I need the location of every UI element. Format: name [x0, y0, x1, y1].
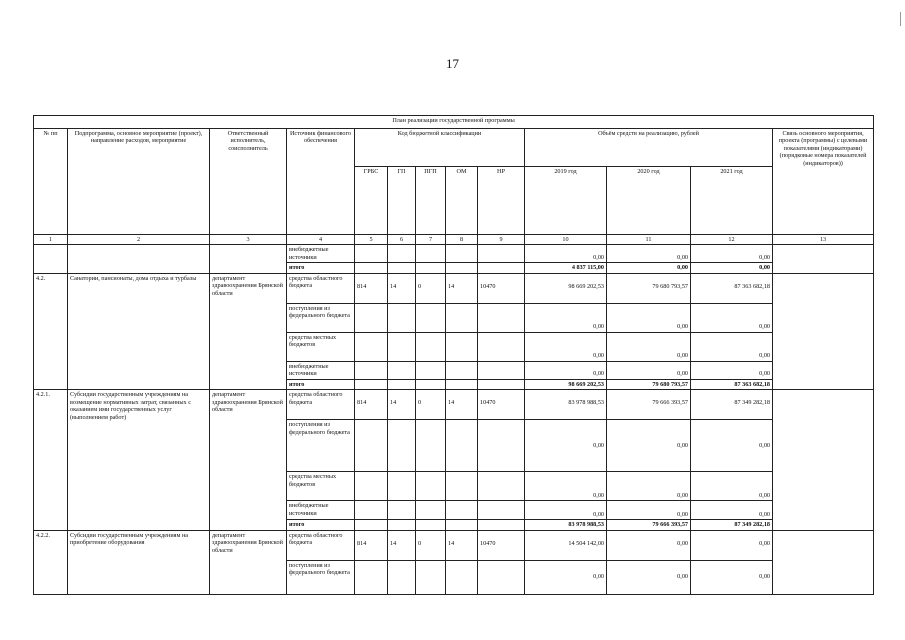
table-row	[34, 390, 874, 420]
column-number: 7	[416, 235, 446, 245]
source-cell: внебюджетные источники	[287, 361, 355, 379]
code-np: 10470	[478, 390, 525, 420]
value-2021: 0,00	[691, 420, 773, 472]
value-2021: 87 363 682,18	[691, 379, 773, 389]
value-2020: 79 666 393,57	[607, 390, 691, 420]
column-number: 1	[34, 235, 68, 245]
value-2020: 0,00	[607, 263, 691, 273]
header-num: № пп	[34, 129, 68, 235]
code-om: 14	[446, 530, 478, 560]
measure-name: Санатории, пансионаты, дома отдыха и турбазы	[68, 273, 210, 389]
header-np: НР	[478, 167, 525, 235]
header-2021: 2021 год	[691, 167, 773, 235]
code-gp: 14	[388, 390, 416, 420]
measure-name: Субсидии государственным учреждениям на приобретение оборудования	[68, 530, 210, 594]
source-cell: поступления из федерального бюджета	[287, 303, 355, 332]
value-2020: 0,00	[607, 530, 691, 560]
header-subprogram: Подпрограмма, основное мероприятие (проект), направление расходов, мероприятие	[68, 129, 210, 235]
value-2021: 87 349 282,18	[691, 390, 773, 420]
code-pgp: 0	[416, 273, 446, 303]
code-om: 14	[446, 273, 478, 303]
source-cell: внебюджетные источники	[287, 245, 355, 263]
column-numbers-row	[34, 235, 874, 245]
value-2021: 0,00	[691, 245, 773, 263]
value-2020: 0,00	[607, 501, 691, 520]
value-2020: 79 680 793,57	[607, 379, 691, 389]
value-2020: 0,00	[607, 472, 691, 501]
header-gp: ГП	[388, 167, 416, 235]
header-pgp: ПГП	[416, 167, 446, 235]
value-2020: 0,00	[607, 361, 691, 379]
column-number: 3	[210, 235, 287, 245]
executor-cell: департамент здравоохранения Брянской области	[210, 390, 287, 530]
code-pgp: 0	[416, 530, 446, 560]
value-2019: 4 837 115,00	[525, 263, 607, 273]
code-grbs: 814	[355, 530, 388, 560]
column-number: 5	[355, 235, 388, 245]
source-cell: итого	[287, 520, 355, 530]
column-number: 13	[773, 235, 874, 245]
header-volume: Объём средств на реализацию, рублей	[525, 129, 773, 167]
table-title: План реализации государственной программы	[34, 116, 874, 129]
executor-cell: департамент здравоохранения Брянской области	[210, 273, 287, 389]
code-om: 14	[446, 390, 478, 420]
code-grbs: 814	[355, 273, 388, 303]
value-2020: 79 680 793,57	[607, 273, 691, 303]
source-cell: итого	[287, 379, 355, 389]
table-row	[34, 273, 874, 303]
column-number: 6	[388, 235, 416, 245]
header-grbs: ГРБС	[355, 167, 388, 235]
code-gp: 14	[388, 530, 416, 560]
value-2019: 0,00	[525, 361, 607, 379]
measure-name: Субсидии государственным учреждениям на возмещение нормативных затрат, связанных с оказанием ими государственных услуг (выполнением работ)	[68, 390, 210, 530]
column-number: 2	[68, 235, 210, 245]
header-2020: 2020 год	[607, 167, 691, 235]
value-2019: 0,00	[525, 472, 607, 501]
value-2021: 0,00	[691, 560, 773, 594]
source-cell: итого	[287, 263, 355, 273]
source-cell: средства местных бюджетов	[287, 332, 355, 361]
page-number: 17	[446, 56, 459, 71]
value-2021: 0,00	[691, 530, 773, 560]
value-2019: 0,00	[525, 420, 607, 472]
value-2019: 98 669 202,53	[525, 273, 607, 303]
source-cell: внебюджетные источники	[287, 501, 355, 520]
code-pgp: 0	[416, 390, 446, 420]
value-2021: 0,00	[691, 472, 773, 501]
header-source: Источник финансового обеспечения	[287, 129, 355, 235]
implementation-plan-table	[33, 115, 874, 595]
scan-mark	[900, 12, 901, 26]
header-link: Связь основного мероприятия, проекта (программы) с целевыми показателями (индикаторами) (порядковые номера показателей (индикаторов))	[773, 129, 874, 235]
value-2019: 0,00	[525, 332, 607, 361]
column-number: 4	[287, 235, 355, 245]
table-row	[34, 530, 874, 560]
source-cell: средства областного бюджета	[287, 530, 355, 560]
value-2019: 0,00	[525, 501, 607, 520]
column-number: 9	[478, 235, 525, 245]
value-2019: 83 978 988,53	[525, 390, 607, 420]
row-number: 4.2.2.	[34, 530, 68, 594]
value-2020: 0,00	[607, 332, 691, 361]
source-cell: поступления из федерального бюджета	[287, 420, 355, 472]
row-number: 4.2.	[34, 273, 68, 389]
column-number: 8	[446, 235, 478, 245]
row-number: 4.2.1.	[34, 390, 68, 530]
column-number: 12	[691, 235, 773, 245]
source-cell: средства областного бюджета	[287, 273, 355, 303]
source-cell: поступления из федерального бюджета	[287, 560, 355, 594]
source-cell: средства областного бюджета	[287, 390, 355, 420]
value-2019: 83 978 988,53	[525, 520, 607, 530]
value-2019: 0,00	[525, 303, 607, 332]
executor-cell: департамент здравоохранения Брянской области	[210, 530, 287, 594]
value-2020: 0,00	[607, 560, 691, 594]
value-2020: 0,00	[607, 303, 691, 332]
header-budget-code: Код бюджетной классификации	[355, 129, 525, 167]
header-om: ОМ	[446, 167, 478, 235]
value-2020: 0,00	[607, 420, 691, 472]
value-2021: 87 349 282,18	[691, 520, 773, 530]
code-gp: 14	[388, 273, 416, 303]
value-2021: 87 363 682,18	[691, 273, 773, 303]
source-cell: средства местных бюджетов	[287, 472, 355, 501]
value-2019: 0,00	[525, 560, 607, 594]
code-np: 10470	[478, 273, 525, 303]
code-grbs: 814	[355, 390, 388, 420]
header-executor: Ответственный исполнитель, соисполнитель	[210, 129, 287, 235]
header-2019: 2019 год	[525, 167, 607, 235]
value-2019: 98 669 202,53	[525, 379, 607, 389]
value-2020: 79 666 393,57	[607, 520, 691, 530]
column-number: 11	[607, 235, 691, 245]
value-2019: 0,00	[525, 245, 607, 263]
value-2019: 14 504 142,00	[525, 530, 607, 560]
code-np: 10470	[478, 530, 525, 560]
table-row	[34, 245, 874, 263]
value-2021: 0,00	[691, 361, 773, 379]
value-2020: 0,00	[607, 245, 691, 263]
column-number: 10	[525, 235, 607, 245]
value-2021: 0,00	[691, 303, 773, 332]
value-2021: 0,00	[691, 501, 773, 520]
value-2021: 0,00	[691, 332, 773, 361]
value-2021: 0,00	[691, 263, 773, 273]
